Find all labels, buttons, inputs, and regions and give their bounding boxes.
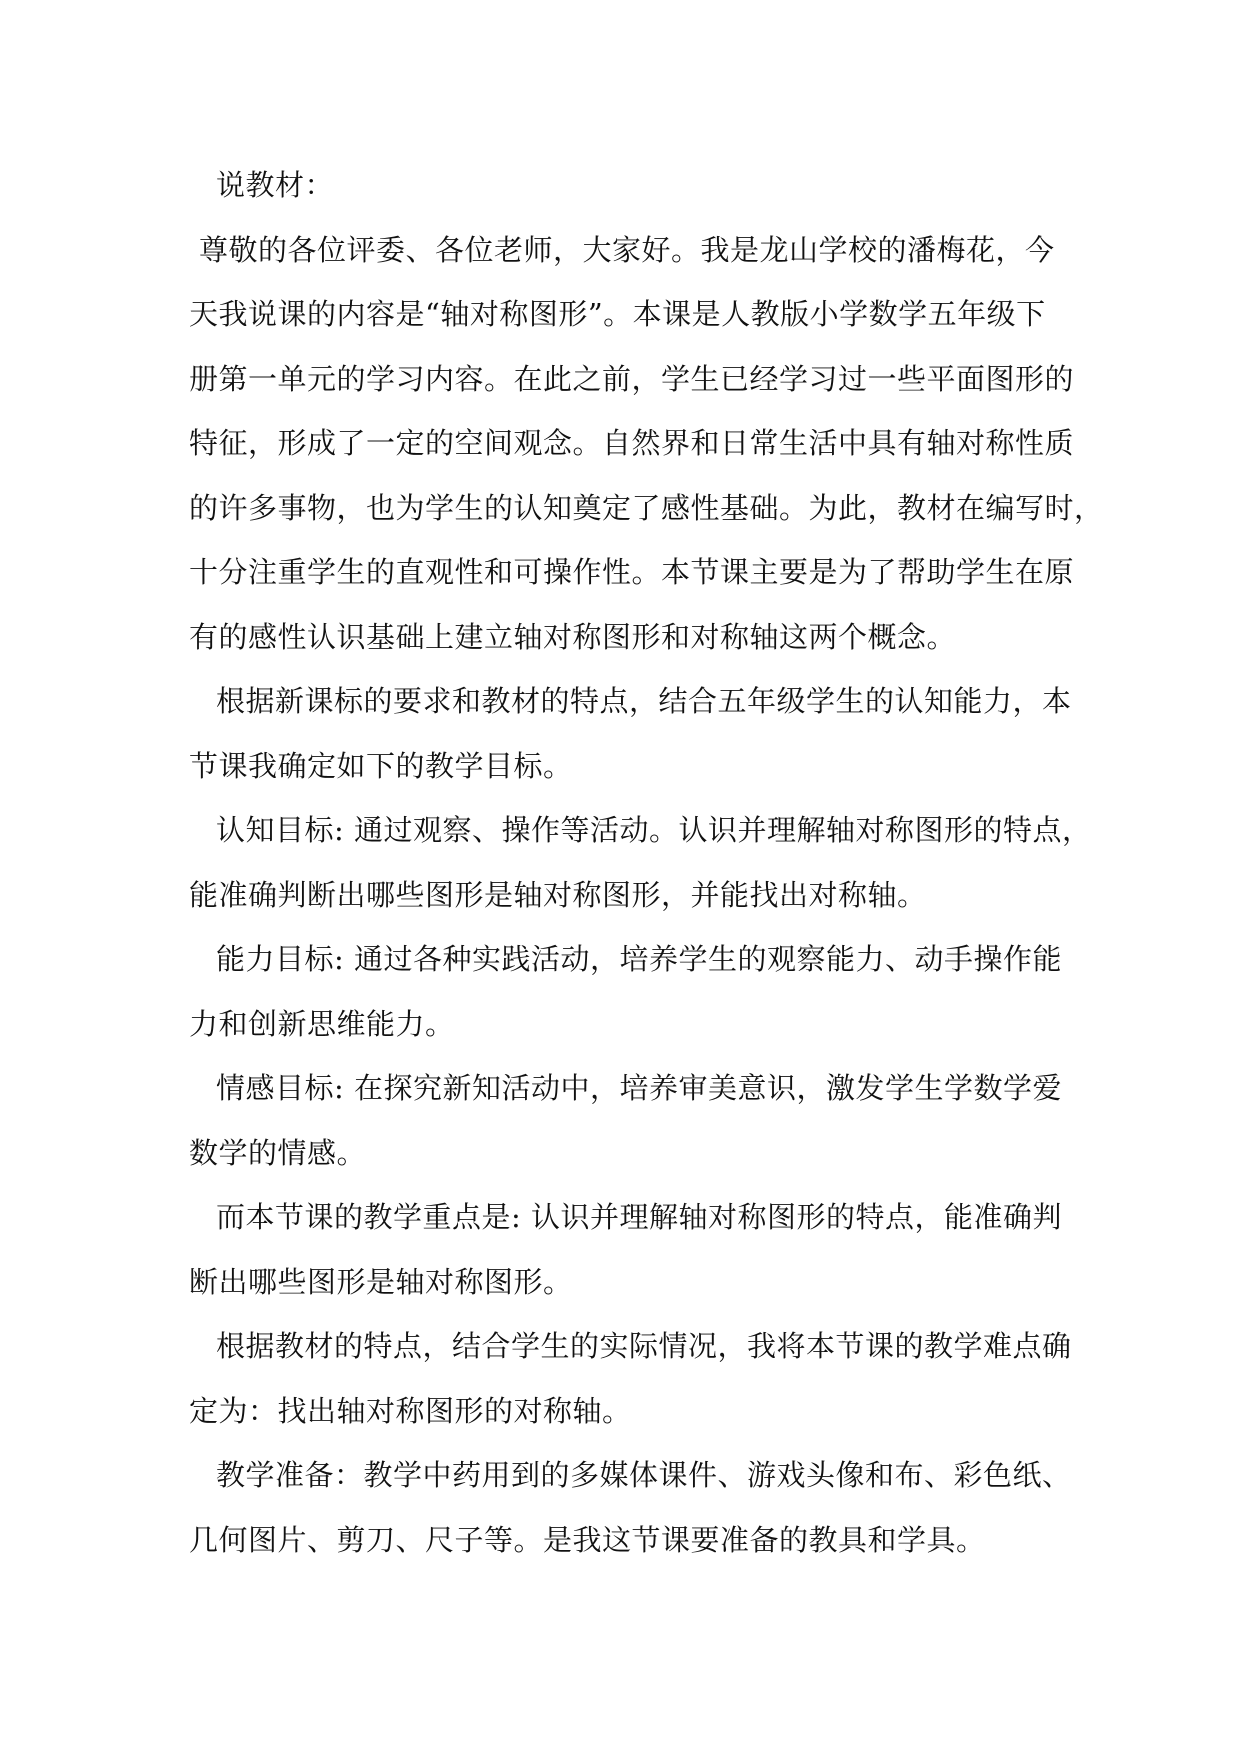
text-line: 根据教材的特点，结合学生的实际情况，我将本节课的教学难点确	[216, 1329, 1072, 1363]
text-line: 天我说课的内容是“轴对称图形”。本课是人教版小学数学五年级下	[189, 297, 1046, 331]
text-line: 定为：找出轴对称图形的对称轴。	[189, 1393, 632, 1428]
document-body	[189, 153, 1104, 1572]
text-line: 能准确判断出哪些图形是轴对称图形，并能找出对称轴。	[189, 877, 927, 912]
section-heading: 说教材：	[216, 168, 335, 202]
text-line: 根据新课标的要求和教材的特点，结合五年级学生的认知能力，本	[216, 684, 1072, 718]
text-line: 认知目标: 通过观察、操作等活动。认识并理解轴对称图形的特点，	[216, 813, 1092, 847]
text-line: 十分注重学生的直观性和可操作性。本节课主要是为了帮助学生在原	[189, 555, 1075, 589]
text-line: 的许多事物，也为学生的认知奠定了感性基础。为此，教材在编写时，	[189, 490, 1104, 525]
text-line: 节课我确定如下的教学目标。	[189, 748, 573, 783]
text-line: 几何图片、剪刀、尺子等。是我这节课要准备的教具和学具。	[189, 1522, 986, 1557]
text-line: 力和创新思维能力。	[189, 1006, 455, 1041]
text-line: 断出哪些图形是轴对称图形。	[189, 1264, 573, 1299]
text-line: 教学准备：教学中药用到的多媒体课件、游戏头像和布、彩色纸、	[216, 1458, 1072, 1492]
text-line: 有的感性认识基础上建立轴对称图形和对称轴这两个概念。	[189, 619, 957, 654]
text-line: 情感目标: 在探究新知活动中，培养审美意识，激发学生学数学爱	[216, 1071, 1062, 1105]
text-line: 册第一单元的学习内容。在此之前，学生已经学习过一些平面图形的	[189, 361, 1075, 396]
text-line: 特征，形成了一定的空间观念。自然界和日常生活中具有轴对称性质	[189, 426, 1075, 460]
text-line: 数学的情感。	[189, 1135, 367, 1170]
text-line: 尊敬的各位评委、各位老师，大家好。我是龙山学校的潘梅花，今	[199, 232, 1055, 267]
text-line: 能力目标: 通过各种实践活动，培养学生的观察能力、动手操作能	[216, 942, 1062, 976]
text-line: 而本节课的教学重点是: 认识并理解轴对称图形的特点，能准确判	[216, 1200, 1062, 1234]
